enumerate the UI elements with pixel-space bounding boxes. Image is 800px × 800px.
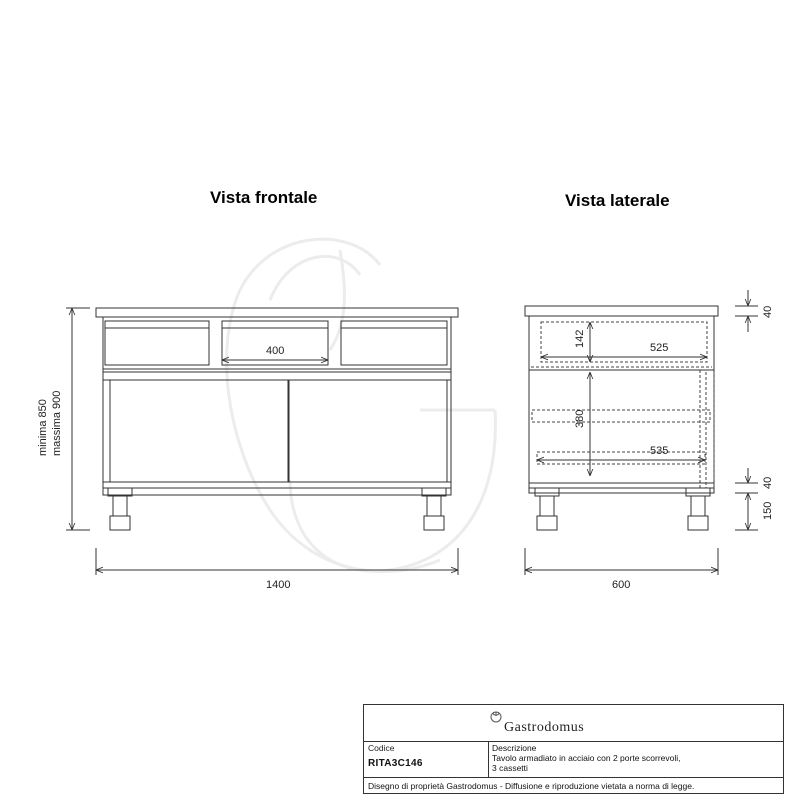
leg-left-foot	[110, 516, 130, 530]
side-worktop	[525, 306, 718, 316]
leg-right-foot	[424, 516, 444, 530]
dim-height-min: minima 850	[37, 399, 49, 456]
copyright-notice: Disegno di proprietà Gastrodomus - Diffusione e riproduzione vietata a norma di legge.	[368, 781, 695, 791]
dim-drawer-width: 400	[266, 345, 285, 357]
dim-height-max: massima 900	[51, 390, 63, 456]
dim-side-bottom-shelf: 40	[762, 476, 774, 489]
dim-side-cabinet-depth: 535	[650, 445, 669, 457]
side-view-title: Vista laterale	[565, 191, 670, 210]
side-view	[525, 290, 758, 575]
description-label: Descrizione	[492, 743, 537, 753]
front-frame	[103, 317, 451, 495]
front-view-title: Vista frontale	[210, 188, 318, 207]
dim-side-drawer-depth: 525	[650, 342, 669, 354]
dim-side-top: 40	[762, 305, 774, 318]
sliding-door-right	[289, 380, 447, 482]
description-line-2: 3 cassetti	[492, 763, 528, 773]
front-view	[66, 308, 458, 575]
title-block-brand	[364, 705, 783, 742]
dim-front-width: 1400	[266, 579, 291, 591]
dim-side-width: 600	[612, 579, 631, 591]
brand-name: Gastrodomus	[504, 720, 585, 735]
side-drawer-hidden	[531, 322, 714, 488]
side-leg-right	[688, 516, 708, 530]
title-block	[363, 704, 784, 794]
dim-side-cabinet-height: 380	[574, 409, 586, 428]
dim-side-leg: 150	[762, 501, 774, 520]
description-line-1: Tavolo armadiato in acciaio con 2 porte scorrevoli,	[492, 753, 681, 763]
watermark-logo	[227, 239, 496, 571]
front-worktop	[96, 308, 458, 317]
sliding-door-left	[110, 380, 288, 482]
side-frame	[529, 316, 714, 493]
gastrodomus-logo-icon	[489, 710, 503, 724]
side-leg-left	[537, 516, 557, 530]
code-label: Codice	[368, 743, 395, 753]
code-value: RITA3C146	[368, 758, 423, 769]
dim-side-drawer-height: 142	[574, 329, 586, 348]
